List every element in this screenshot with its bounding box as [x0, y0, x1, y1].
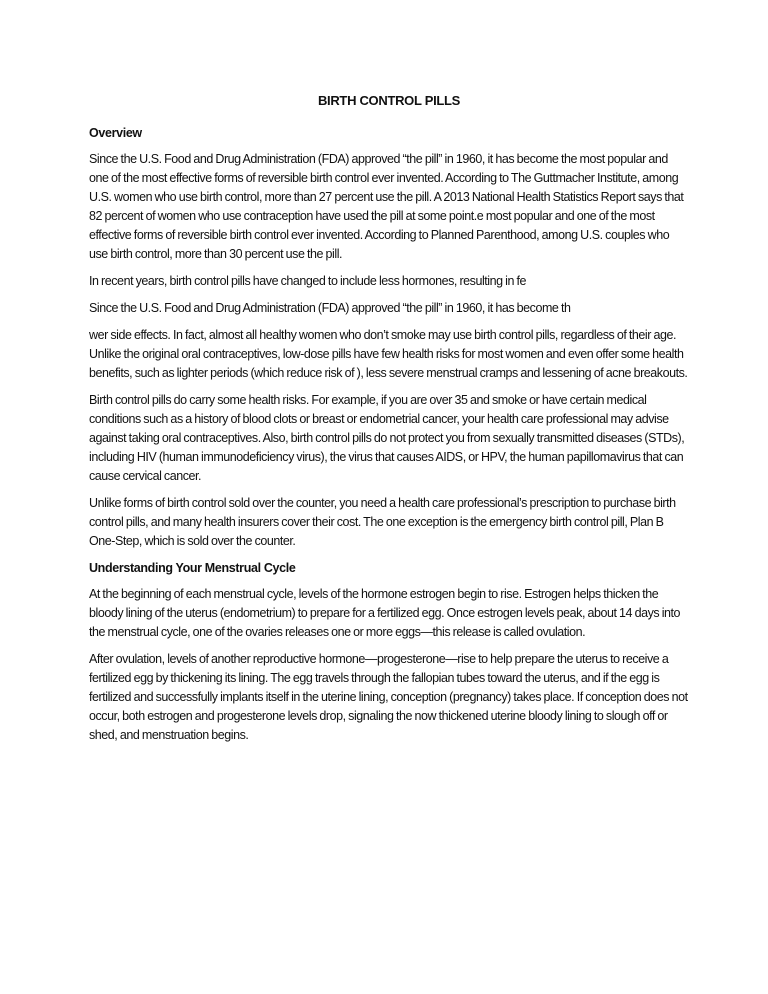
section-heading-menstrual-cycle: Understanding Your Menstrual Cycle [89, 561, 296, 575]
paragraph-fda-approval: Since the U.S. Food and Drug Administration (FDA) approved “the pill” in 1960, it has become the most popular and one of the most effective forms of reversible birth control ever invented. According to The Guttmacher Institute, among U.S. women who use birth control, more than 27 percent use the pill. A 2013 National Health Statistics Report says that 82 percent of women who use contraception have used the pill at some point.e most popular and one of the most effective forms of reversible birth control ever invented. According to Planned Parenthood, among U.S. couples who use birth control, more than 30 percent use the pill. [89, 152, 684, 261]
section-heading-overview: Overview [89, 126, 142, 140]
document-body [89, 92, 689, 753]
paragraph-recent-years: In recent years, birth control pills have changed to include less hormones, resulting in fe [89, 274, 527, 288]
document-title: BIRTH CONTROL PILLS [317, 93, 461, 108]
paragraph-cycle-beginning: At the beginning of each menstrual cycle, levels of the hormone estrogen begin to rise. Estrogen helps thicken the bloody lining of the uterus (endometrium) to prepare for a fertilized egg. Once estrogen levels peak, about 14 days into the menstrual cycle, one of the ovaries releases one or more eggs—this release is called ovulation. [89, 587, 681, 639]
paragraph-prescription: Unlike forms of birth control sold over the counter, you need a health care professional’s prescription to purchase birth control pills, and many health insurers cover their cost. The one exception is the emergency birth control pill, Plan B One-Step, which is sold over the counter. [89, 496, 676, 548]
paragraph-health-risks: Birth control pills do carry some health risks. For example, if you are over 35 and smoke or have certain medical conditions such as a history of blood clots or breast or endometrial cancer, your health care professional may advise against taking oral contraceptives. Also, birth control pills do not protect you from sexually transmitted diseases (STDs), including HIV (human immunodeficiency virus), the virus that causes AIDS, or HPV, the human papillomavirus that can cause cervical cancer. [89, 393, 685, 483]
paragraph-side-effects: wer side effects. In fact, almost all healthy women who don’t smoke may use birth control pills, regardless of their age. Unlike the original oral contraceptives, low-dose pills have few health risks for most women and even offer some health benefits, such as lighter periods (which reduce risk of ), less severe menstrual cramps and lessening of acne breakouts. [89, 328, 688, 380]
paragraph-after-ovulation: After ovulation, levels of another reproductive hormone—progesterone—rise to help prepare the uterus to receive a fertilized egg by thickening its lining. The egg travels through the fallopian tubes toward the uterus, and if the egg is fertilized and successfully implants itself in the uterine lining, conception (pregnancy) takes place. If conception does not occur, both estrogen and progesterone levels drop, signaling the now thickened uterine bloody lining to slough off or shed, and menstruation begins. [89, 652, 688, 742]
paragraph-fda-repeat: Since the U.S. Food and Drug Administration (FDA) approved “the pill” in 1960, it has become th [89, 301, 571, 315]
